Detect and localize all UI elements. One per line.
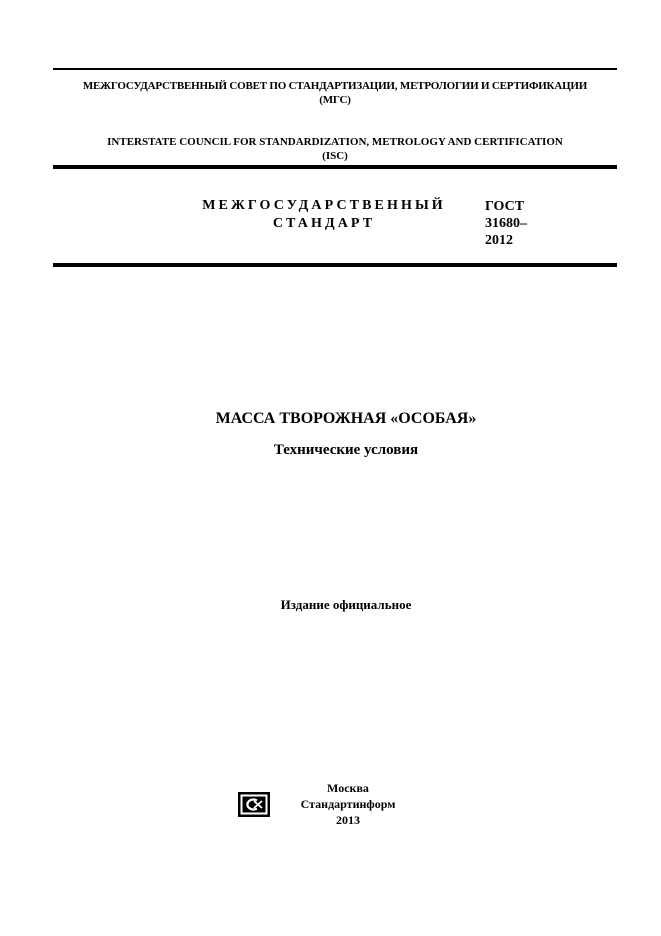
standartinform-logo-icon	[238, 792, 270, 817]
standard-code	[485, 198, 527, 249]
standard-bottom-rule	[53, 263, 617, 267]
document-subtitle: Технические условия	[273, 442, 419, 458]
standard-kind-line-2: СТАНДАРТ	[272, 216, 376, 231]
top-rule	[53, 68, 617, 70]
council-name-ru	[53, 79, 617, 107]
council-abbr-ru: (МГС)	[319, 94, 351, 106]
standard-kind	[170, 197, 478, 233]
standard-code-number: 31680–	[485, 216, 527, 231]
imprint-year: 2013	[336, 813, 360, 827]
council-name-en	[53, 135, 617, 163]
council-name-ru-line: МЕЖГОСУДАРСТВЕННЫЙ СОВЕТ ПО СТАНДАРТИЗАЦИИ, МЕТРОЛОГИИ И СЕРТИФИКАЦИИ	[82, 80, 588, 92]
council-name-en-line: INTERSTATE COUNCIL FOR STANDARDIZATION, METROLOGY AND CERTIFICATION	[107, 136, 563, 148]
edition-note: Издание официальное	[280, 597, 412, 612]
standard-kind-line-1: МЕЖГОСУДАРСТВЕННЫЙ	[202, 198, 446, 213]
standard-code-year: 2012	[485, 233, 513, 248]
imprint	[270, 780, 426, 828]
council-abbr-en: (ISC)	[322, 150, 348, 162]
header-bottom-rule	[53, 165, 617, 169]
imprint-publisher: Стандартинформ	[300, 797, 396, 811]
imprint-city: Москва	[327, 781, 369, 795]
standard-code-prefix: ГОСТ	[485, 199, 525, 214]
document-title: МАССА ТВОРОЖНАЯ «ОСОБАЯ»	[215, 410, 477, 427]
